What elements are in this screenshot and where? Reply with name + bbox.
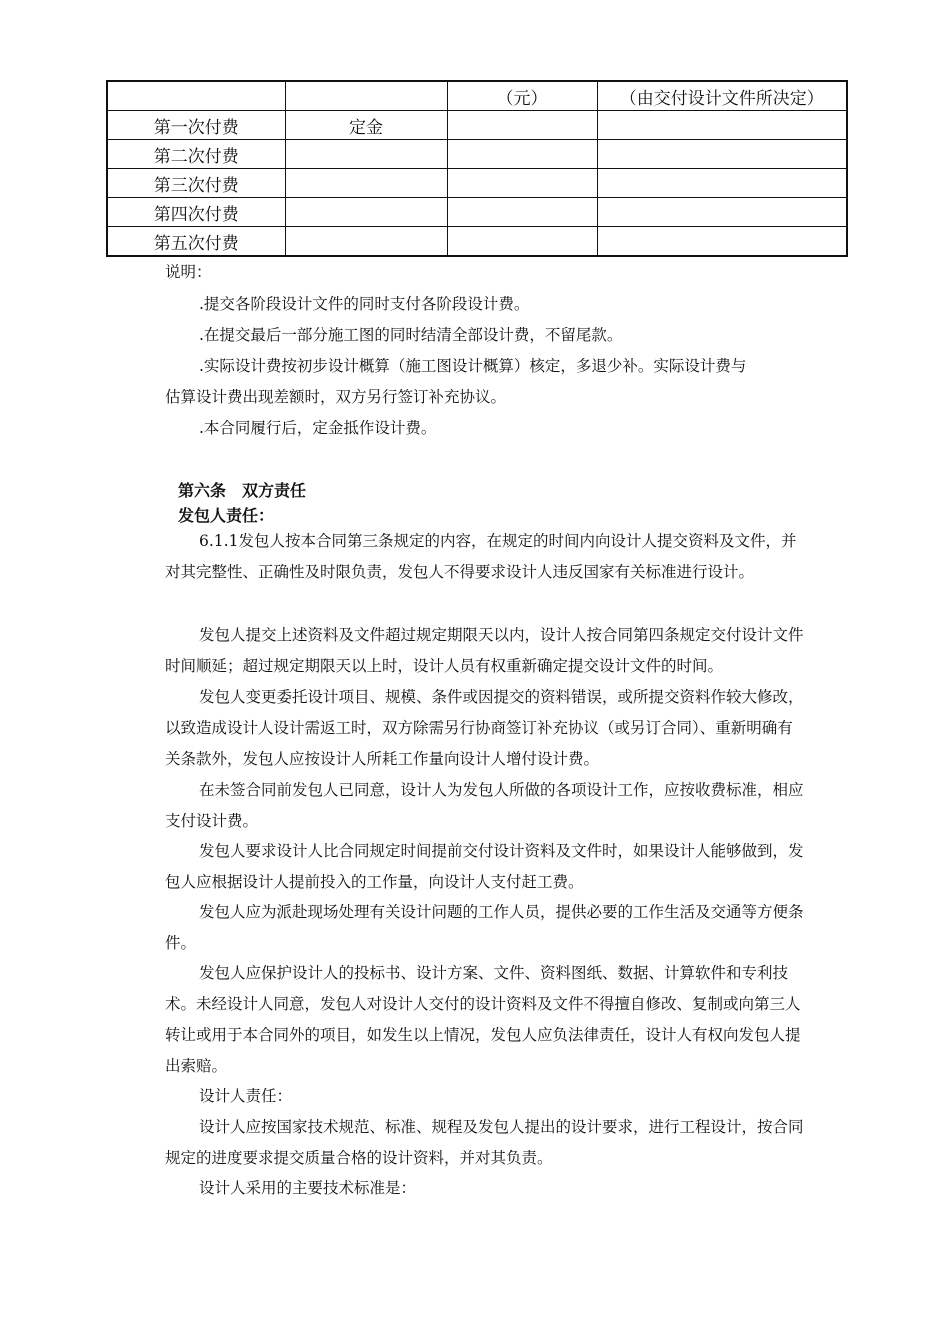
table-cell — [597, 169, 847, 198]
paragraph: 在未签合同前发包人已同意，设计人为发包人所做的各项设计工作，应按收费标准，相应支付设计费。 — [165, 781, 804, 830]
table-header-row — [107, 81, 847, 111]
paragraph: 6.1.1发包人按本合同第三条规定的内容，在规定的时间内向设计人提交资料及文件，并对其完整性、正确性及时限负责，发包人不得要求设计人违反国家有关标准进行设计。 — [165, 532, 797, 581]
table-cell — [597, 140, 847, 169]
table-cell: 第四次付费 — [107, 198, 285, 227]
table-cell: 第一次付费 — [107, 111, 285, 140]
table-row — [107, 227, 847, 257]
table-cell — [285, 198, 447, 227]
paragraph: 发包人应为派赴现场处理有关设计问题的工作人员，提供必要的工作生活及交通等方便条件。 — [165, 903, 804, 952]
paragraph: 发包人要求设计人比合同规定时间提前交付设计资料及文件时，如果设计人能够做到，发包人应根据设计人提前投入的工作量，向设计人支付赶工费。 — [165, 842, 804, 891]
note-item: .实际设计费按初步设计概算（施工图设计概算）核定，多退少补。实际设计费与 — [199, 357, 747, 375]
header-cell — [107, 81, 285, 111]
paragraph: 设计人应按国家技术规范、标准、规程及发包人提出的设计要求，进行工程设计，按合同规定的进度要求提交质量合格的设计资料，并对其负责。 — [165, 1118, 804, 1167]
paragraph: 设计人采用的主要技术标准是： — [199, 1179, 417, 1197]
table-row — [107, 169, 847, 198]
note-item: .提交各阶段设计文件的同时支付各阶段设计费。 — [199, 295, 530, 313]
paragraph: 发包人提交上述资料及文件超过规定期限天以内，设计人按合同第四条规定交付设计文件时间顺延；超过规定期限天以上时，设计人员有权重新确定提交设计文件的时间。 — [165, 626, 804, 675]
header-cell: （由交付设计文件所决定） — [597, 81, 847, 111]
table-cell — [447, 140, 597, 169]
fee-table — [106, 80, 848, 257]
table-cell — [285, 169, 447, 198]
table-cell — [447, 111, 597, 140]
table-cell — [447, 198, 597, 227]
table-cell — [447, 169, 597, 198]
table-cell — [285, 227, 447, 257]
table-row — [107, 111, 847, 140]
note-item: .本合同履行后，定金抵作设计费。 — [199, 419, 437, 437]
paragraph: 发包人应保护设计人的投标书、设计方案、文件、资料图纸、数据、计算软件和专利技术。未经设计人同意，发包人对设计人交付的设计资料及文件不得擅自修改、复制或向第三人转让或用于本合同外的项目，如发生以上情况，发包人应负法律责任，设计人有权向发包人提出索赔。 — [165, 964, 801, 1075]
table-cell: 第五次付费 — [107, 227, 285, 257]
article-title: 第六条 双方责任 — [178, 481, 307, 500]
section-subtitle: 发包人责任： — [178, 506, 275, 525]
paragraph: 发包人变更委托设计项目、规模、条件或因提交的资料错误，或所提交资料作较大修改，以致造成设计人设计需返工时，双方除需另行协商签订补充协议（或另订合同）、重新明确有关条款外，发包人应按设计人所耗工作量向设计人增付设计费。 — [165, 688, 804, 768]
note-item: .在提交最后一部分施工图的同时结清全部设计费，不留尾款。 — [199, 326, 623, 344]
note-item: 估算设计费出现差额时，双方另行签订补充协议。 — [165, 388, 507, 406]
table-cell: 定金 — [285, 111, 447, 140]
header-cell — [285, 81, 447, 111]
table-cell — [447, 227, 597, 257]
table-cell — [597, 227, 847, 257]
table-cell: 第二次付费 — [107, 140, 285, 169]
table-cell — [597, 198, 847, 227]
header-cell: （元） — [447, 81, 597, 111]
table-cell — [285, 140, 447, 169]
table-cell: 第三次付费 — [107, 169, 285, 198]
table-row — [107, 198, 847, 227]
designer-responsibility-label: 设计人责任： — [199, 1087, 293, 1105]
table-row — [107, 140, 847, 169]
notes-label: 说明： — [165, 263, 212, 281]
table-cell — [597, 111, 847, 140]
